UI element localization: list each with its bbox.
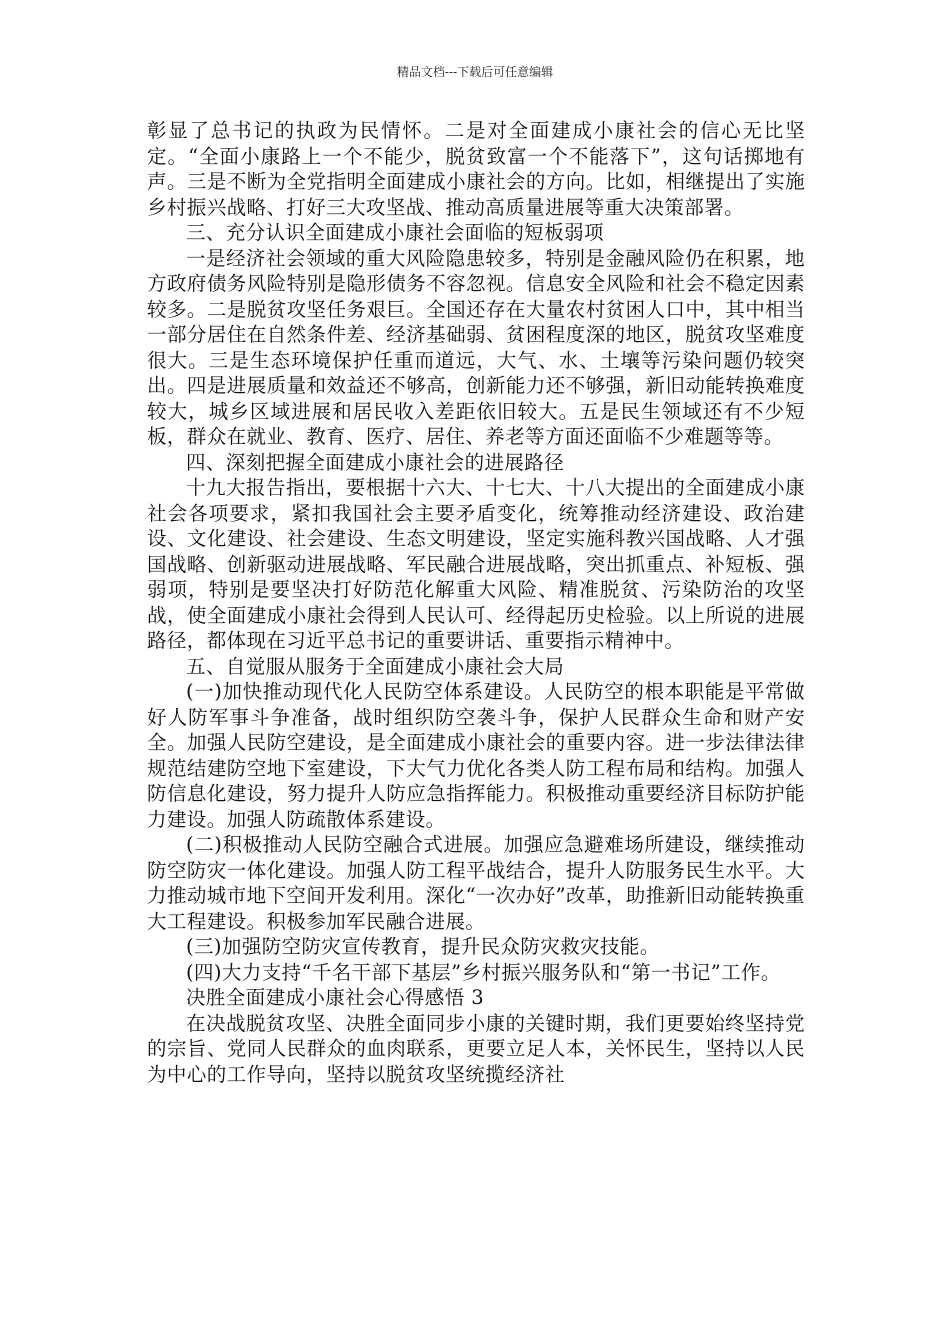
paragraph-5: (二)积极推动人民防空融合式进展。加强应急避难场所建设，继续推动防空防灾一体化建设。加强人防工程平战结合，提升人防服务民生水平。大力推动城市地下空间开发利用。深化“一次办好”改革，助推新旧动能转换重大工程建设。积极参加军民融合进展。 [147, 833, 805, 933]
page-header: 精品文档---下载后可任意编辑 [396, 65, 554, 79]
section-heading-4: 四、深刻把握全面建成小康社会的进展路径 [186, 450, 565, 474]
paragraph-7: (四)大力支持“千名干部下基层”乡村振兴服务队和“第一书记”工作。 [186, 960, 781, 984]
paragraph-2: 一是经济社会领域的重大风险隐患较多，特别是金融风险仍在积累，地方政府债务风险特别是隐形债务不容忽视。信息安全风险和社会不稳定因素较多。二是脱贫攻坚任务艰巨。全国还存在大量农村贫困人口中，其中相当一部分居住在自然条件差、经济基础弱、贫困程度深的地区，脱贫攻坚难度很大。三是生态环境保护任重而道远，大气、水、土壤等污染问题仍较突出。四是进展质量和效益还不够高，创新能力还不够强，新旧动能转换难度较大，城乡区域进展和居民收入差距依旧较大。五是民生领域还有不少短板，群众在就业、教育、医疗、居住、养老等方面还面临不少难题等等。 [147, 246, 805, 448]
article-title-3: 决胜全面建成小康社会心得感悟 3 [186, 986, 485, 1009]
paragraph-3: 十九大报告指出，要根据十六大、十七大、十八大提出的全面建成小康社会各项要求，紧扣我国社会主要矛盾变化，统筹推动经济建设、政治建设、文化建设、社会建设、生态文明建设，坚定实施科教兴国战略、人才强国战略、创新驱动进展战略、军民融合进展战略，突出抓重点、补短板、强弱项，特别是要坚决打好防范化解重大风险、精准脱贫、污染防治的攻坚战，使全面建成小康社会得到人民认可、经得起历史检验。以上所说的进展路径，都体现在习近平总书记的重要讲话、重要指示精神中。 [147, 476, 805, 652]
section-heading-3: 三、充分认识全面建成小康社会面临的短板弱项 [186, 221, 604, 244]
paragraph-4: (一)加快推动现代化人民防空体系建设。人民防空的根本职能是平常做好人防军事斗争准备，战时组织防空袭斗争，保护人民群众生命和财产安全。加强人民防空建设，是全面建成小康社会的重要内容。进一步法律法律规范结建防空地下室建设，下大气力优化各类人防工程布局和结构。加强人防信息化建设，努力提升人防应急指挥能力。积极推动重要经济目标防护能力建设。加强人防疏散体系建设。 [147, 680, 805, 831]
paragraph-6: (三)加强防空防灾宣传教育，提升民众防灾救灾技能。 [186, 935, 660, 958]
section-heading-5: 五、自觉服从服务于全面建成小康社会大局 [186, 654, 565, 678]
paragraph-8: 在决战脱贫攻坚、决胜全面同步小康的关键时期，我们更要始终坚持党的宗旨、党同人民群众的血肉联系，更要立足人本，关怀民生，坚持以人民为中心的工作导向，坚持以脱贫攻坚统揽经济社 [147, 1011, 805, 1086]
document-body [147, 118, 805, 1087]
paragraph-1: 彰显了总书记的执政为民情怀。二是对全面建成小康社会的信心无比坚定。“全面小康路上一个不能少，脱贫致富一个不能落下”，这句话掷地有声。三是不断为全党指明全面建成小康社会的方向。比如，相继提出了实施乡村振兴战略、打好三大攻坚战、推动高质量进展等重大决策部署。 [147, 119, 805, 219]
